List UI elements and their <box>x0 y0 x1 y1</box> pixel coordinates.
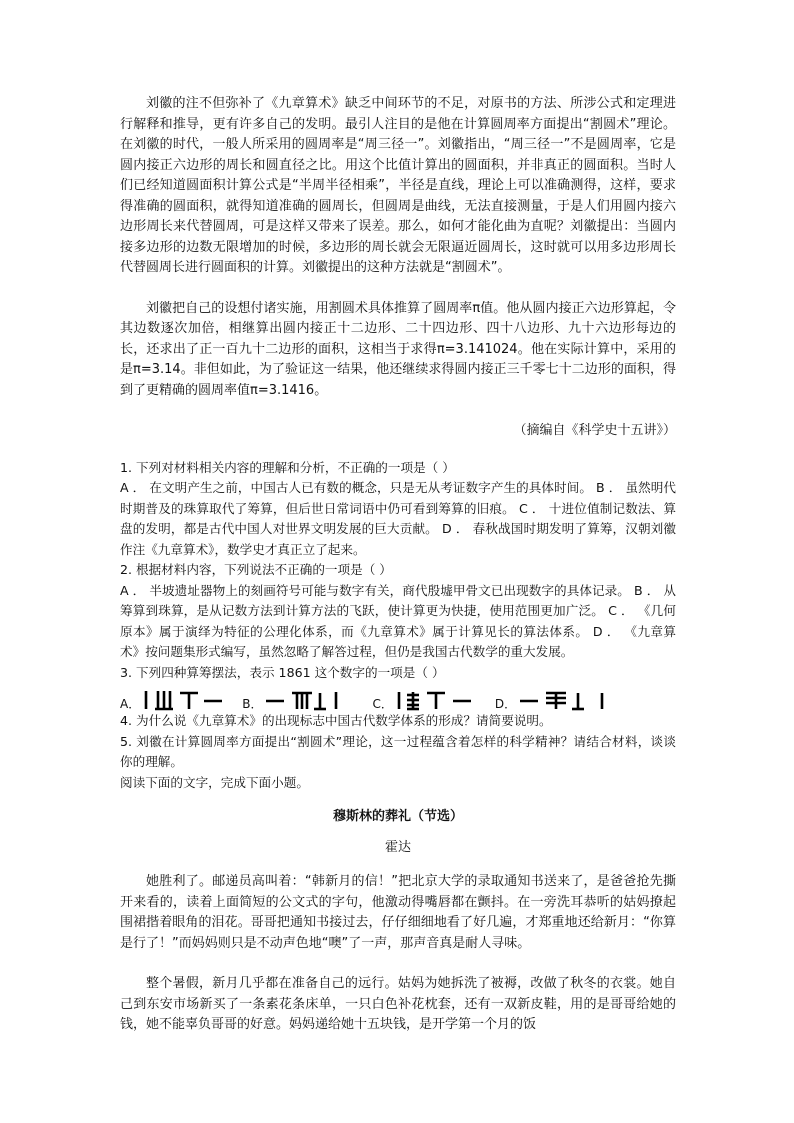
option-c-label: C． <box>372 697 393 711</box>
question-5: 5. 刘徽在计算圆周率方面提出“割圆术”理论，这一过程蕴含着怎样的科学精神？请结合材料，谈谈你的理解。 <box>120 733 676 769</box>
question-1: 1. 下列对材料相关内容的理解和分析，不正确的一项是（ ） <box>120 459 455 475</box>
passage2-title: 穆斯林的葬礼（节选） <box>332 809 463 824</box>
passage1-paragraph-1: 刘徽的注不但弥补了《九章算术》缺乏中间环节的不足，对原书的方法、所涉公式和定理进行解释和推导，更有许多自己的发明。最引人注目的是他在计算圆周率方面提出“割圆术”理论。在刘徽的时代，一般人所采用的圆周率是“周三径一”。刘徽指出，“周三径一”不是圆周率，它是圆内接正六边形的周长和圆直径之比。用这个比值计算出的圆面积，并非真正的圆面积。当时人们已经知道圆面积计算公式是“半周半径相乘”，半径是直线，理论上可以准确测得，这样，要求得准确的圆面积，就得知道准确的圆周长，但圆周是曲线，无法直接测量，于是人们用圆内接六边形周长来代替圆周，可是这样又带来了误差。那么，如何才能化曲为直呢？刘徽提出：当圆内接多边形的边数无限增加的时候，多边形的周长就会无限逼近圆周长，这时就可以用多边形周长代替圆周长进行圆面积的计算。刘徽提出的这种方法就是“割圆术”。 <box>120 96 676 275</box>
option-b <box>242 689 372 711</box>
passage1-paragraph-2: 刘徽把自己的设想付诸实施，用割圆术具体推算了圆周率π值。他从圆内接正六边形算起，令其边数逐次加倍，相继算出圆内接正十二边形、二十四边形、四十八边形、九十六边形每边的长，还求出了正一百九十二边形的面积，这相当于求得π=3.141024。他在实际计算中，采用的是π=3.14。非但如此，为了验证这一结果，他还继续求得圆内接正三千零七十二边形的面积，得到了更精确的圆周率值π=3.1416。 <box>120 300 676 398</box>
option-d-label: D． <box>494 697 517 711</box>
passage2-paragraph-2: 整个暑假，新月几乎都在准备自己的远行。姑妈为她拆洗了被褥，改做了秋冬的衣裳。她自己到东安市场新买了一条素花条床单，一只白色补花枕套，还有一双新皮鞋，用的是哥哥给她的钱，她不能辜负哥哥的好意。妈妈递给她十五块钱，是开学第一个月的饭 <box>120 976 676 1032</box>
counting-rods-c-icon <box>395 689 491 711</box>
question-1-options: A ． 在文明产生之前，中国古人已有数的概念，只是无从考证数字产生的具体时间。 B ． 虽然明代时期普及的珠算取代了筹算，但后世日常词语中仍可看到筹算的旧痕。 C ． 十进位值制记数法、算盘的发明，都是古代中国人对世界文明发展的巨大贡献。 D ． 春秋战国时期发明了算筹，汉朝刘徽作注《九章算术》，数学史才真正立了起来。 <box>120 480 676 557</box>
counting-rods-a-icon <box>142 689 238 711</box>
option-b-label: B． <box>242 697 263 711</box>
question-2: 2. 根据材料内容，下列说法不正确的一项是（ ） <box>120 562 392 577</box>
option-a <box>120 689 242 711</box>
passage2-paragraph-1: 她胜利了。邮递员高叫着：“韩新月的信！”把北京大学的录取通知书送来了，是爸爸抢先撕开来看的，读着上面简短的公文式的字句，他激动得嘴唇都在颤抖。在一旁洗耳恭听的姑妈撩起围裙揩着眼角的泪花。哥哥把通知书接过去，仔仔细细地看了好几遍，才郑重地还给新月：“你算是行了！”而妈妈则只是不动声色地“噢”了一声，那声音真是耐人寻味。 <box>120 874 676 951</box>
option-c <box>372 689 494 711</box>
option-a-label: A． <box>120 697 141 711</box>
passage2-author: 霍达 <box>384 839 411 855</box>
counting-rods-b-icon <box>264 689 368 711</box>
counting-rod-options <box>120 685 676 711</box>
question-4: 4. 为什么说《九章算术》的出现标志中国古代数学体系的形成？请简要说明。 <box>120 713 552 728</box>
reading-instruction: 阅读下面的文字，完成下面小题。 <box>120 774 309 790</box>
counting-rods-d-icon <box>518 689 618 711</box>
option-d <box>495 689 622 711</box>
source-citation: （摘编自《科学史十五讲》） <box>513 423 676 438</box>
question-3: 3. 下列四种算筹摆法，表示 1861 这个数字的一项是（ ） <box>120 664 445 680</box>
question-2-options: A ． 半坡遗址器物上的刻画符号可能与数字有关，商代殷墟甲骨文已出现数字的具体记录。 B ． 从筹算到珠算，是从记数方法到计算方法的飞跃，使计算更为快捷，使用范围更加广泛。 C ． 《几何原本》属于演绎为特征的公理化体系，而《九章算术》属于计算见长的算法体系。 D ． 《九章算术》按问题集形式编写，虽然忽略了解答过程，但仍是我国古代数学的重大发展。 <box>120 582 676 659</box>
document-page <box>120 94 676 1036</box>
